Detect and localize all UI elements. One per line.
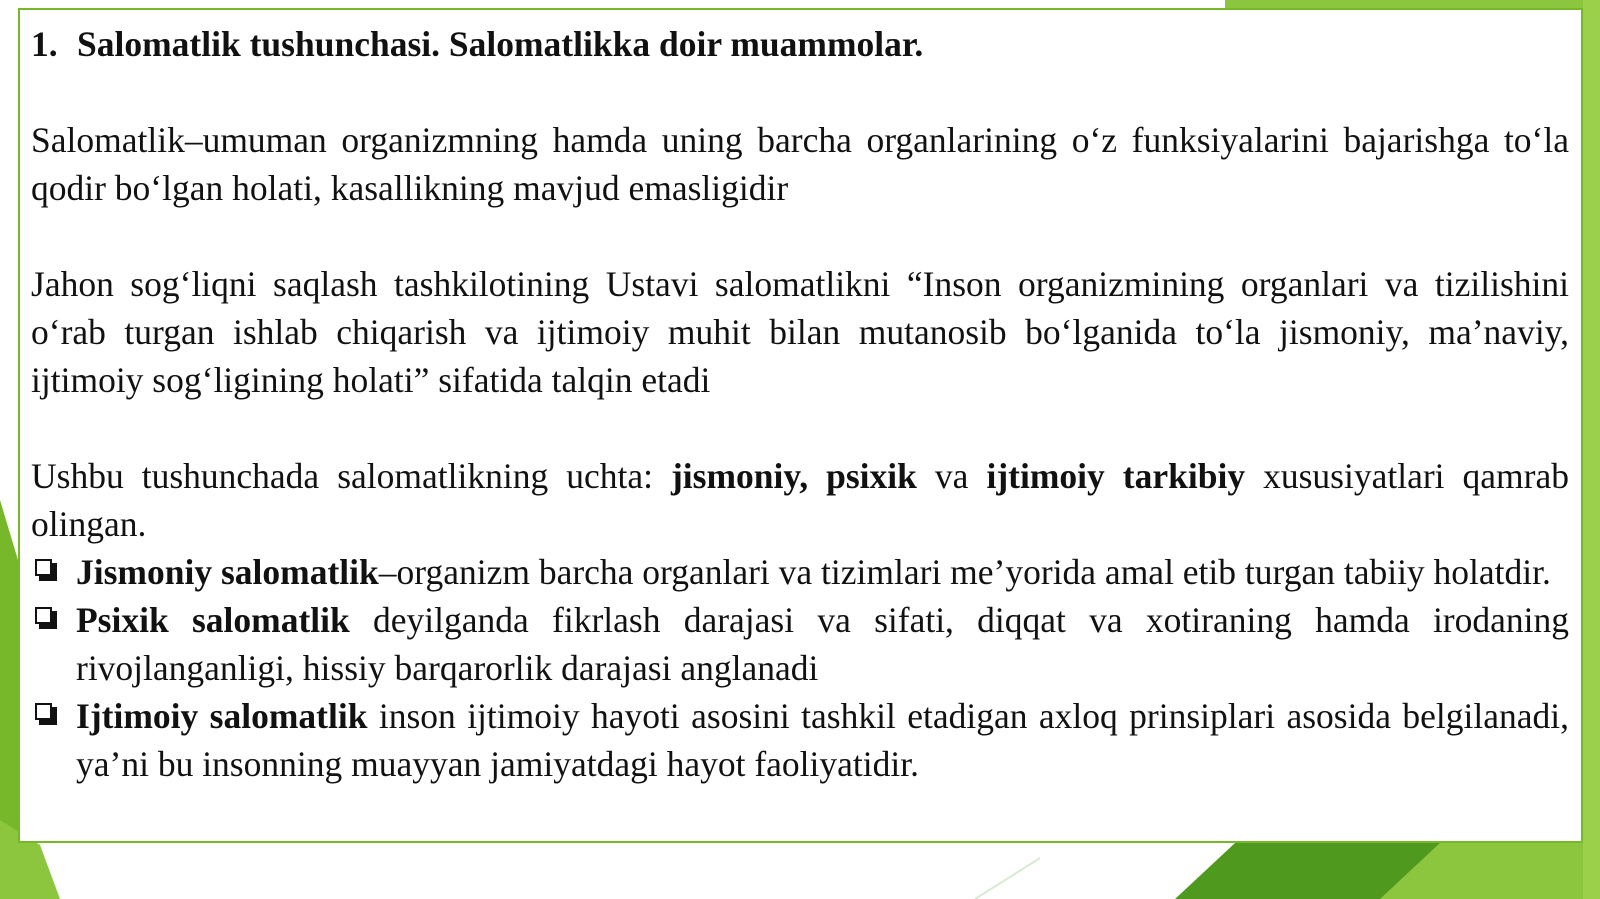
components-bold-1: jismoniy, psixik: [670, 456, 917, 496]
health-types-list: [31, 548, 1569, 788]
definition-paragraph: Salomatlik–umuman organizmning hamda uning barcha organlarining o‘z funksiyalarini bajarishga to‘la qodir bo‘lgan holati, kasallikning mavjud emasligidir: [31, 120, 1569, 208]
checkbox-bullet-icon: [35, 607, 57, 629]
spacer: [31, 404, 1569, 452]
list-item: [31, 596, 1569, 692]
slide-heading: [31, 20, 1569, 68]
list-item: [31, 692, 1569, 788]
bottom-faint-line: [975, 858, 1040, 899]
content-panel: [18, 8, 1583, 843]
right-edge-green: [1583, 0, 1600, 899]
components-text-3: xususiyatlari qamrab olingan.: [31, 456, 1569, 544]
slide-content: [31, 20, 1569, 788]
components-text-2: va: [916, 456, 987, 496]
bullet-term: Ijtimoiy salomatlik: [76, 696, 368, 736]
list-item: [31, 548, 1569, 596]
bullet-text: deyilganda fikrlash darajasi va sifati, diqqat va xotiraning hamda irodaning rivojlanganligi, hissiy barqarorlik darajasi anglanadi: [76, 600, 1569, 688]
heading-text: Salomatlik tushunchasi. Salomatlikka doir muammolar.: [77, 24, 924, 64]
spacer: [31, 212, 1569, 260]
bullet-term: Jismoniy salomatlik: [76, 552, 379, 592]
components-paragraph: [31, 452, 1569, 548]
components-bold-2: ijtimoiy tarkibiy: [986, 456, 1246, 496]
bullet-term: Psixik salomatlik: [76, 600, 350, 640]
components-text-1: Ushbu tushunchada salomatlikning uchta:: [31, 456, 671, 496]
bullet-text: inson ijtimoiy hayoti asosini tashkil etadigan axloq prinsiplari asosida belgilanadi, ya’ni bu insonning muayyan jamiyatdagi hayot faoliyatidir.: [76, 696, 1569, 784]
bullet-text: –organizm barcha organlari va tizimlari me’yorida amal etib turgan tabiiy holatdir.: [378, 552, 1551, 592]
heading-number: 1.: [31, 24, 58, 64]
who-definition-paragraph: Jahon sog‘liqni saqlash tashkilotining Ustavi salomatlikni “Inson organizmining organlari va tizilishini o‘rab turgan ishlab chiqarish va ijtimoiy muhit bilan mutanosib bo‘lganida to‘la jismoniy, ma’naviy, ijtimoiy sog‘ligining holati” sifatida talqin etadi: [31, 264, 1569, 400]
spacer: [31, 68, 1569, 116]
checkbox-bullet-icon: [35, 559, 57, 581]
checkbox-bullet-icon: [35, 703, 57, 725]
